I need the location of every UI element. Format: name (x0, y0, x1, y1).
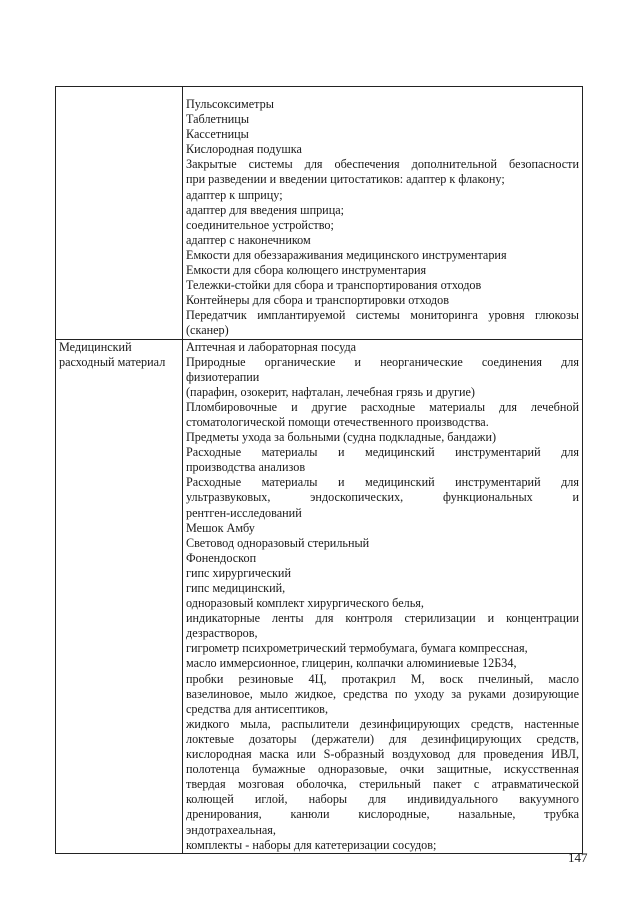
item-line: адаптер для введения шприца; (186, 202, 345, 217)
item-line: Контейнеры для сбора и транспортировки отходов (186, 293, 449, 308)
item-line: Емкости для обеззараживания медицинского инструментария (186, 247, 507, 262)
item-line: Расходные материалы и медицинский инструментарий для (186, 475, 579, 490)
item-line: стоматологической помощи отечественного производства. (186, 414, 489, 429)
item-line: (сканер) (186, 323, 229, 338)
item-line: эндотрахеальная, (186, 822, 276, 837)
item-line: физиотерапии (186, 369, 260, 384)
category-line: расходный материал (59, 354, 166, 369)
item-line: Кассетницы (186, 127, 249, 142)
item-line: Закрытые системы для обеспечения дополнительной безопасности (186, 157, 579, 172)
item-line: дренирования, канюли кислородные, назальные, трубка (186, 807, 579, 822)
item-line: ультразвуковых, эндоскопических, функциональных и (186, 490, 579, 505)
item-line: адаптер к шприцу; (186, 187, 283, 202)
items-cell (183, 339, 583, 853)
item-line: адаптер с наконечником (186, 232, 311, 247)
item-line: одноразовый комплект хирургического белья, (186, 596, 424, 611)
table-row (56, 339, 583, 853)
item-line: гипс медицинский, (186, 581, 286, 595)
item-line: Пломбировочные и другие расходные материалы для лечебной (186, 399, 579, 414)
item-line: гигрометр психрометрический термобумага, бумага компрессная, (186, 641, 528, 656)
item-line: кислородная маска или S-образный воздуховод для проведения ИВЛ, (186, 747, 579, 762)
item-line: колющей иглой, наборы для индивидуального вакуумного (186, 792, 579, 807)
item-line: пробки резиновые 4Ц, протакрил М, воск пчелиный, масло (186, 671, 579, 686)
item-line: Фонендоскоп (186, 550, 257, 565)
item-line: твердая мозговая оболочка, стерильный пакет с атравматической (186, 777, 579, 792)
item-line: Кислородная подушка (186, 142, 302, 157)
item-line: Мешок Амбу (186, 520, 255, 535)
document-table (55, 86, 583, 854)
item-line: соединительное устройство; (186, 217, 334, 232)
item-line: комплекты - наборы для катетеризации сосудов; (186, 837, 437, 852)
item-line: Световод одноразовый стерильный (186, 535, 370, 550)
item-line: дезрастворов, (186, 626, 258, 641)
page-number: 147 (568, 850, 588, 865)
item-line: Расходные материалы и медицинский инструментарий для (186, 445, 579, 460)
item-line: Емкости для сбора колющего инструментария (186, 263, 427, 278)
item-line: вазелиновое, мыло жидкое, средства по уходу за руками дозирующие (186, 686, 579, 701)
item-line: Таблетницы (186, 112, 250, 127)
item-line: гипс хирургический (186, 565, 291, 580)
item-line: Предметы ухода за больными (судна подкладные, бандажи) (186, 430, 497, 445)
item-line: (парафин, озокерит, нафталан, лечебная грязь и другие) (186, 384, 475, 399)
items-cell (183, 87, 583, 340)
item-line: индикаторные ленты для контроля стерилизации и концентрации (186, 611, 579, 626)
category-cell (56, 339, 183, 853)
item-line: средства для антисептиков, (186, 701, 328, 716)
item-line: Пульсоксиметры (186, 97, 274, 111)
item-line: полотенца бумажные одноразовые, очки защитные, искусственная (186, 762, 579, 777)
item-line: локтевые дозаторы (держатели) для дезинфицирующих средств, (186, 731, 579, 746)
item-line: производства анализов (186, 460, 306, 475)
category-cell (56, 87, 183, 340)
category-line: Медицинский (59, 339, 132, 354)
item-line: Аптечная и лабораторная посуда (186, 339, 357, 354)
item-line: Передатчик имплантируемой системы мониторинга уровня глюкозы (186, 308, 579, 323)
item-line: масло иммерсионное, глицерин, колпачки алюминиевые 12Б34, (186, 656, 517, 671)
table-row (56, 87, 583, 340)
table-body (56, 87, 583, 854)
item-line: Тележки-стойки для сбора и транспортирования отходов (186, 278, 482, 293)
item-line: рентген-исследований (186, 505, 302, 520)
item-line: Природные органические и неорганические соединения для (186, 354, 579, 369)
item-line: жидкого мыла, распылители дезинфицирующих средств, настенные (186, 716, 579, 731)
item-line: при разведении и введении цитостатиков: адаптер к флакону; (186, 172, 505, 187)
